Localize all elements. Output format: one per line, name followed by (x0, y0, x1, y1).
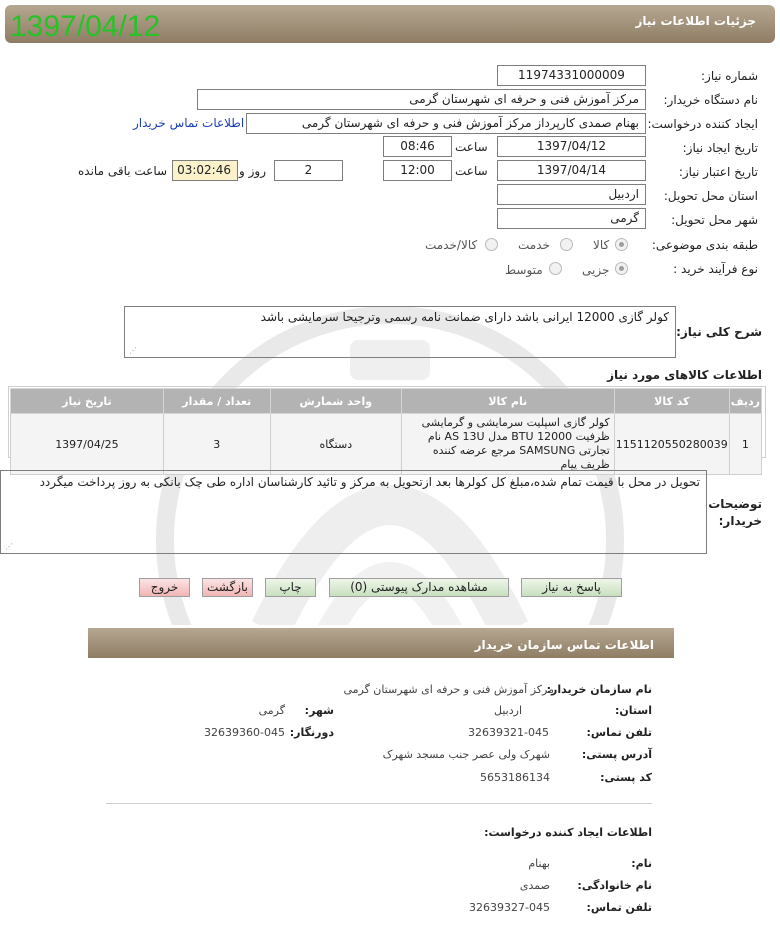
validity-time-field: 12:00 (383, 160, 452, 181)
contact-fax-label: دورنگار: (289, 726, 334, 739)
contact-city-label: شهر: (304, 704, 334, 717)
category-radio-goods-service[interactable] (485, 238, 498, 251)
city-label: شهر محل تحویل: (671, 213, 758, 227)
col-header-code: کد کالا (614, 389, 729, 414)
province-label: استان محل تحویل: (663, 189, 758, 203)
created-date-field: 1397/04/12 (497, 136, 646, 157)
contact-province-value: اردبیل (494, 704, 522, 717)
print-button[interactable]: چاپ (265, 578, 316, 597)
col-header-unit: واحد شمارش (270, 389, 401, 414)
process-option-medium: متوسط (505, 263, 543, 277)
items-table (10, 388, 762, 475)
validity-days-label: روز و (239, 164, 266, 178)
need-number-field: 11974331000009 (497, 65, 646, 86)
created-date-label: تاریخ ایجاد نیاز: (682, 141, 758, 155)
col-header-qty: تعداد / مقدار (163, 389, 270, 414)
requester-first-name-label: نام: (631, 857, 652, 870)
items-section-title: اطلاعات کالاهای مورد نیاز (607, 368, 762, 382)
cell-row-number: 1 (729, 414, 761, 475)
need-number-label: شماره نیاز: (701, 69, 758, 83)
buyer-org-field: مرکز آموزش فنی و حرفه ای شهرستان گرمی (197, 89, 646, 110)
contact-org-value: مرکز آموزش فنی و حرفه ای شهرستان گرمی (343, 683, 554, 696)
requester-phone-label: تلفن تماس: (586, 901, 652, 914)
contact-postal-value: 5653186134 (480, 771, 550, 784)
cell-need-date: 1397/04/25 (11, 414, 164, 475)
cell-code: 1151120550280039 (614, 414, 729, 475)
validity-date-field: 1397/04/14 (497, 160, 646, 181)
category-radio-goods[interactable] (615, 238, 628, 251)
cell-qty: 3 (163, 414, 270, 475)
requester-last-name-value: صمدی (519, 879, 550, 892)
validity-time-label: ساعت (455, 164, 488, 178)
requester-field: بهنام صمدی کارپرداز مرکز آموزش فنی و حرفه ای شهرستان گرمی (246, 113, 646, 134)
process-type-label: نوع فرآیند خرید : (673, 262, 758, 276)
contact-province-label: استان: (615, 704, 652, 717)
cell-name: کولر گازی اسپلیت سرمایشی و گرمایشی ظرفیت 12000 BTU مدل AS 13U نام تجارتی SAMSUNG مرجع عرضه کننده ظریف پیام (401, 414, 614, 475)
general-description-label: شرح کلی نیاز: (676, 325, 762, 339)
contact-address-value: شهرک ولی عصر جنب مسجد شهرک (382, 748, 550, 761)
table-row (11, 414, 762, 475)
col-header-row-number: ردیف (729, 389, 761, 414)
category-option-goods: کالا (593, 238, 610, 252)
buyer-notes-text: تحویل در محل با قیمت تمام شده،مبلغ کل کولرها بعد ازتحویل به مرکز و تائید کارشناسان اداره طی چک بانکی به روز پرداخت میگردد (39, 475, 700, 489)
validity-date-label: تاریخ اعتبار نیاز: (678, 165, 758, 179)
contact-phone-label: تلفن تماس: (586, 726, 652, 739)
contact-phone-value: 32639321-045 (468, 726, 549, 739)
col-header-name: نام کالا (401, 389, 614, 414)
col-header-need-date: تاریخ نیاز (11, 389, 164, 414)
buyer-org-label: نام دستگاه خریدار: (663, 93, 758, 107)
process-radio-medium[interactable] (549, 262, 562, 275)
requester-info-title: اطلاعات ایجاد کننده درخواست: (484, 826, 652, 839)
province-field: اردبیل (497, 184, 646, 205)
contact-divider (106, 803, 652, 804)
contact-postal-label: کد پستی: (600, 771, 652, 784)
created-time-label: ساعت (455, 140, 488, 154)
page-title: جزئیات اطلاعات نیاز (635, 14, 756, 28)
process-option-minor: جزیی (582, 263, 610, 277)
requester-label: ایجاد کننده درخواست: (647, 117, 758, 131)
remaining-time-label: ساعت باقی مانده (78, 164, 168, 178)
buyer-notes-label: توضیحات خریدار: (708, 497, 762, 528)
cell-unit: دستگاه (270, 414, 401, 475)
created-time-field: 08:46 (383, 136, 452, 157)
exit-button[interactable]: خروج (139, 578, 190, 597)
buyer-contact-link[interactable]: اطلاعات تماس خریدار (133, 116, 245, 130)
requester-phone-value: 32639327-045 (469, 901, 550, 914)
date-stamp: 1397/04/12 (10, 10, 161, 43)
city-field: گرمی (497, 208, 646, 229)
validity-days-field: 2 (274, 160, 343, 181)
general-description-box (124, 306, 676, 358)
view-attachments-button[interactable]: مشاهده مدارک پیوستی (0) (329, 578, 509, 597)
process-radio-minor[interactable] (615, 262, 628, 275)
buyer-notes-box (0, 470, 707, 554)
reply-button[interactable]: پاسخ به نیاز (521, 578, 622, 597)
category-label: طبقه بندی موضوعی: (651, 238, 758, 252)
remaining-time-field: 03:02:46 (172, 160, 238, 181)
contact-org-label: نام سازمان خریدار: (546, 683, 652, 696)
items-table-header-row (11, 389, 762, 414)
requester-first-name-value: بهنام (528, 857, 550, 870)
contact-card-title: اطلاعات تماس سازمان خریدار (474, 638, 654, 652)
resize-grip-icon[interactable]: ⋰ (5, 542, 13, 551)
category-radio-service[interactable] (560, 238, 573, 251)
contact-fax-value: 32639360-045 (204, 726, 285, 739)
category-option-service: خدمت (518, 238, 550, 252)
general-description-text: کولر گازی 12000 ایرانی باشد دارای ضمانت نامه رسمی وترجیحا سرمایشی باشد (260, 310, 669, 324)
back-button[interactable]: بازگشت (202, 578, 253, 597)
category-option-goods-service: کالا/خدمت (425, 238, 478, 252)
requester-last-name-label: نام خانوادگی: (577, 879, 652, 892)
contact-city-value: گرمی (258, 704, 285, 717)
contact-address-label: آدرس پستی: (581, 748, 652, 761)
buyer-contact-card (88, 625, 674, 943)
resize-grip-icon[interactable]: ⋰ (129, 346, 137, 355)
